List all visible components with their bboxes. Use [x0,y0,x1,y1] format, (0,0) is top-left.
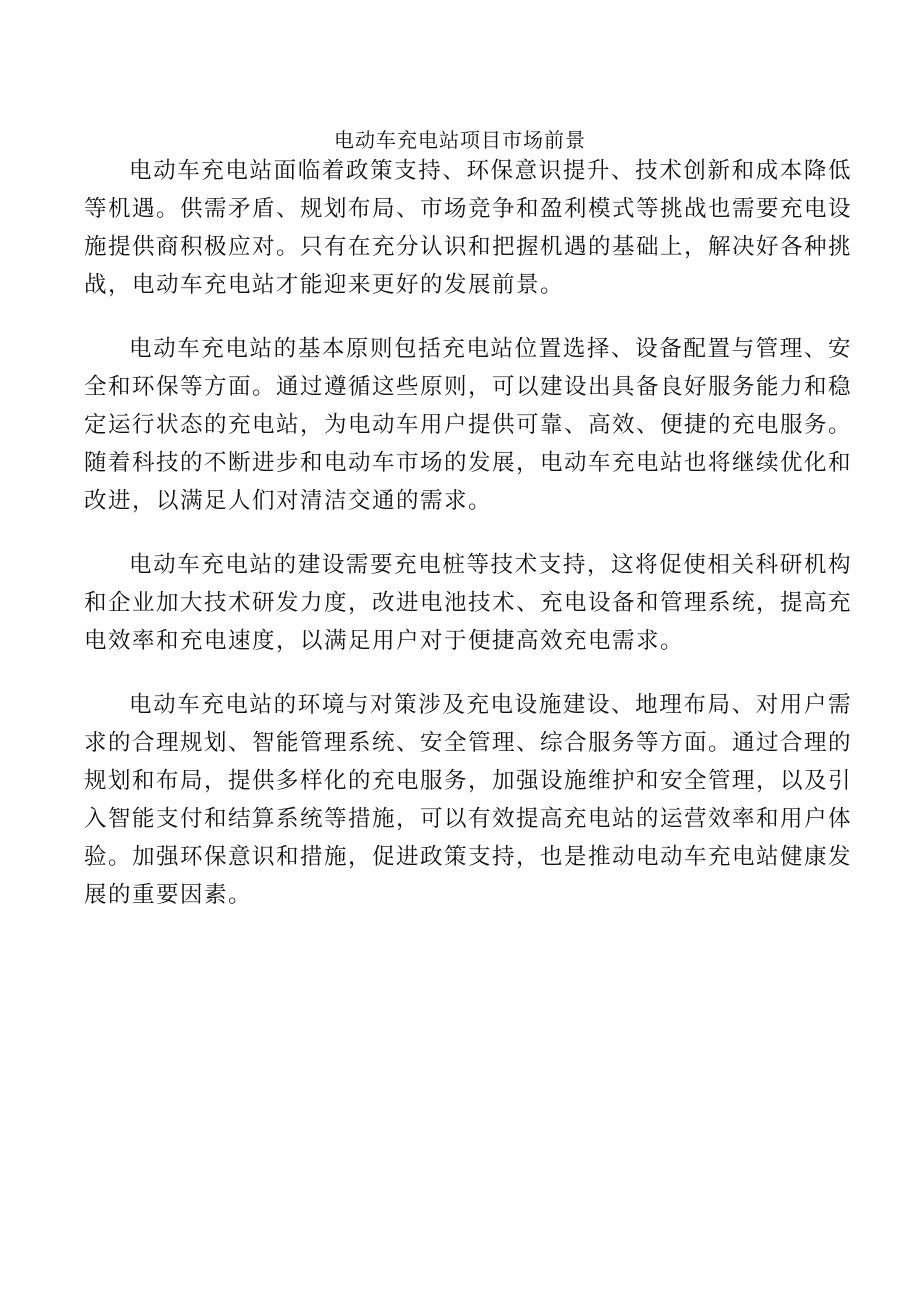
paragraph-environment: 电动车充电站的环境与对策涉及充电设施建设、地理布局、对用户需求的合理规划、智能管理系统、安全管理、综合服务等方面。通过合理的规划和布局，提供多样化的充电服务，加强设施维护和安全管理，以及引入智能支付和结算系统等措施，可以有效提高充电站的运营效率和用户体验。加强环保意识和措施，促进政策支持，也是推动电动车充电站健康发展的重要因素。 [84,692,853,908]
document-body [84,152,852,940]
paragraph-technology: 电动车充电站的建设需要充电桩等技术支持，这将促使相关科研机构和企业加大技术研发力度，改进电池技术、充电设备和管理系统，提高充电效率和充电速度，以满足用户对于便捷高效充电需求。 [84,552,853,654]
document-title: 电动车充电站项目市场前景 [334,128,586,152]
paragraph-opportunities: 电动车充电站面临着政策支持、环保意识提升、技术创新和成本降低等机遇。供需矛盾、规划布局、市场竞争和盈利模式等挑战也需要充电设施提供商积极应对。只有在充分认识和把握机遇的基础上，解决好各种挑战，电动车充电站才能迎来更好的发展前景。 [84,158,853,298]
paragraph-principles: 电动车充电站的基本原则包括充电站位置选择、设备配置与管理、安全和环保等方面。通过遵循这些原则，可以建设出具备良好服务能力和稳定运行状态的充电站，为电动车用户提供可靠、高效、便捷的充电服务。随着科技的不断进步和电动车市场的发展，电动车充电站也将继续优化和改进，以满足人们对清洁交通的需求。 [84,336,853,514]
